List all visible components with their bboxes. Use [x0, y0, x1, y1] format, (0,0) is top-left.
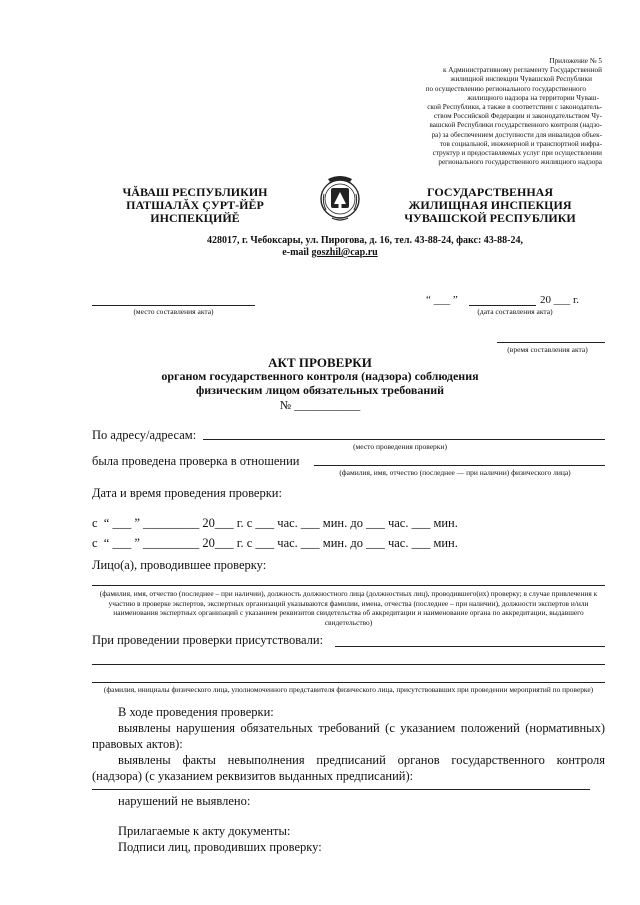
inspector-field-line[interactable] [92, 585, 605, 586]
no-violations-text: нарушений не выявлено: [118, 794, 251, 808]
act-title: АКТ ПРОВЕРКИ [268, 355, 372, 370]
date-month-line [469, 305, 536, 306]
inspector-hint: (фамилия, имя, отчество (последнее – при наличии), должность должностного лица (должностных лиц), проводившего(их) проверку; в случае привлечения к участию в проверке экспертов, экспертных организаций указываются фамилии, имена, отчества (последнее – при наличии), должности экспертов и/или наименования экспертных организаций с указанием реквизитов свидетельства об аккредитации и наименование органа по аккредитации, выдавшего свидетельство) [99, 589, 598, 627]
org-name-russian-line: ЖИЛИЩНАЯ ИНСПЕКЦИЯ [408, 198, 572, 212]
org-name-chuvash-line: ЧĂВАШ РЕСПУБЛИКИН [122, 185, 268, 199]
date-prefix: “ ___ ” [426, 294, 458, 306]
prescriptions-field-line[interactable] [92, 789, 590, 790]
course-label: В ходе проведения проверки: [118, 705, 274, 719]
appendix-line: ской Республики, а также в соответствии с законодатель- [427, 103, 602, 112]
present-field-line[interactable] [92, 682, 605, 683]
present-field-line[interactable] [335, 646, 605, 647]
appendix-line: структур и предоставляемых услуг при осуществлении [432, 149, 602, 158]
emblem-graphic [318, 174, 362, 224]
org-name-russian [395, 186, 585, 225]
org-name-russian-line: ГОСУДАРСТВЕННАЯ [427, 185, 553, 199]
email-label: e-mail [282, 247, 309, 258]
address-hint: (место проведения проверки) [353, 442, 447, 451]
present-field-line[interactable] [92, 664, 605, 665]
present-hint: (фамилия, инициалы физического лица, уполномоченного представителя физического лица, присутствовавших при проведении мероприятий по проверке) [103, 685, 594, 694]
appendix-line: ра) за обеспечением доступности для инвалидов объек- [431, 130, 602, 139]
place-hint: (место составления акта) [133, 307, 214, 316]
inspection-field-line[interactable] [314, 465, 605, 466]
org-address: 428017, г. Чебоксары, ул. Пирогова, д. 16, тел. 43-88-24, факс: 43-88-24, [207, 235, 523, 246]
address-field-line[interactable] [203, 439, 605, 440]
prescriptions-text: выявлены факты невыполнения предписаний органов государственного контроля (надзора) (с указанием реквизитов выданных предписаний): [92, 753, 605, 783]
appendix-line: ством Российской Федерации и законодательством Чу- [433, 112, 602, 121]
org-name-russian-line: ЧУВАШСКОЙ РЕСПУБЛИКИ [404, 211, 576, 225]
act-subtitle-line: органом государственного контроля (надзора) соблюдения [161, 369, 479, 383]
act-subtitle-line: физическим лицом обязательных требований [195, 383, 445, 397]
place-line [92, 305, 255, 306]
act-number: № ___________ [279, 398, 361, 412]
appendix-line: тов социальной, инженерной и транспортной инфра- [439, 139, 602, 148]
attached-docs-text: Прилагаемые к акту документы: [118, 824, 291, 838]
appendix-line: вашской Республики государственного контроля (надзо- [429, 121, 602, 130]
org-name-chuvash-line: ИНСПЕКЦИЙĔ [150, 211, 240, 225]
date-year: 20 ___ г. [540, 294, 580, 306]
org-name-chuvash [100, 186, 290, 225]
datetime-row[interactable]: с “ ___ ” _________ 20___ г. с ___ час. ___ мин. до ___ час. ___ мин. [92, 516, 458, 530]
datetime-label: Дата и время проведения проверки: [92, 486, 282, 500]
appendix-line: регионального государственного жилищного надзора [438, 158, 602, 167]
inspector-label: Лицо(а), проводившее проверку: [92, 558, 267, 572]
inspection-label: была проведена проверка в отношении [92, 454, 300, 468]
present-label: При проведении проверки присутствовали: [92, 633, 324, 647]
appendix-block [340, 57, 602, 167]
appendix-line: по осуществлению регионального государственного [425, 84, 586, 93]
inspection-hint: (фамилия, имя, отчество (последнее — при наличии) физического лица) [339, 468, 571, 477]
violations-text: выявлены нарушения обязательных требований (с указанием положений (нормативных) правовых актов): [92, 721, 605, 751]
time-line [497, 342, 605, 343]
chuvash-emblem-icon [318, 174, 362, 224]
date-hint: (дата составления акта) [477, 307, 553, 316]
address-label: По адресу/адресам: [92, 428, 197, 442]
appendix-line: к Административному регламенту Государственной [442, 66, 602, 75]
appendix-title: Приложение № 5 [549, 57, 602, 65]
time-hint: (время составления акта) [507, 345, 588, 354]
appendix-line: жилищного надзора на территории Чуваш- [467, 93, 599, 102]
email-link[interactable]: goszhil@cap.ru [311, 247, 378, 258]
org-name-chuvash-line: ПАТШАЛĂХ ÇУРТ-ЙĔР [126, 198, 264, 212]
signatures-text: Подписи лиц, проводивших проверку: [118, 840, 322, 854]
org-email-line [200, 247, 460, 259]
appendix-line: жилищной инспекции Чувашской Республики [450, 75, 592, 84]
datetime-row[interactable]: с “ ___ ” _________ 20___ г. с ___ час. ___ мин. до ___ час. ___ мин. [92, 536, 458, 550]
